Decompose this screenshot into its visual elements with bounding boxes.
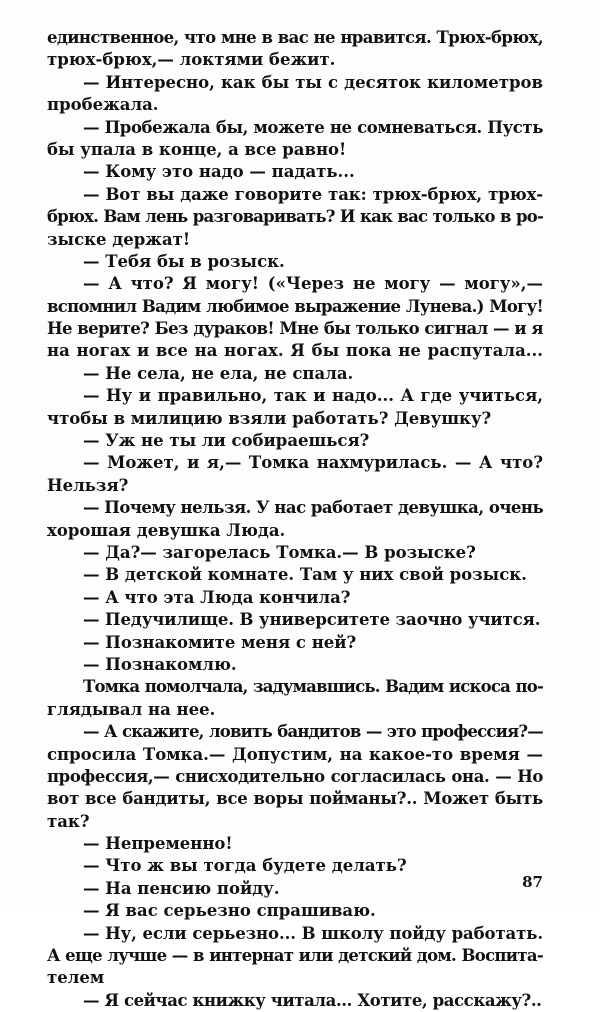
body-text: [47, 27, 543, 1012]
text-line: брюх. Вам лень разговаривать? И как вас только в ро-: [47, 207, 543, 227]
text-line: — А что эта Люда кончила?: [83, 587, 351, 607]
text-line: глядывал на нее.: [47, 699, 216, 719]
text-line: бы упала в конце, а все равно!: [47, 139, 347, 159]
text-line: трюх-брюх,— локтями бежит.: [47, 50, 336, 70]
text-line: — Уж не ты ли собираешься?: [83, 431, 370, 451]
text-line: — Интересно, как бы ты с десяток километров: [83, 72, 543, 92]
text-line: так?: [47, 811, 90, 831]
text-line: — А что? Я могу! («Через не могу — могу»,—: [83, 274, 543, 294]
text-line: — Да?— загорелась Томка.— В розыске?: [83, 542, 476, 562]
text-line: спросила Томка.— Допустим, на какое-то время —: [47, 744, 543, 764]
text-line: телем: [47, 968, 105, 988]
text-line: единственное, что мне в вас не нравится. Трюх-брюх,: [47, 28, 543, 47]
text-line: — Тебя бы в розыск.: [83, 251, 285, 271]
text-line: на ногах и все на ногах. Я бы пока не распутала...: [47, 341, 543, 361]
text-line: — Пробежала бы, можете не сомневаться. Пусть: [83, 117, 543, 137]
text-line: — Непременно!: [83, 834, 233, 854]
text-line: — Вот вы даже говорите так: трюх-брюх, трюх-: [83, 184, 543, 204]
text-line: профессия,— снисходительно согласилась она. — Но: [47, 766, 543, 786]
text-line: — Ну и правильно, так и надо... А где учиться,: [83, 386, 543, 406]
text-line: — Я сейчас книжку читала... Хотите, расскажу?..: [83, 990, 542, 1010]
text-line: — Познакомлю.: [83, 654, 237, 674]
text-line: вот все бандиты, все воры пойманы?.. Может быть: [47, 789, 543, 809]
text-line: — Почему нельзя. У нас работает девушка, очень: [83, 498, 543, 518]
text-line: чтобы в милицию взяли работать? Девушку?: [47, 408, 492, 428]
text-line: — Ну, если серьезно... В школу пойду работать.: [83, 923, 543, 943]
text-line: Нельзя?: [47, 475, 129, 495]
text-line: — Познакомите меня с ней?: [83, 632, 357, 652]
text-line: — Педучилище. В университете заочно учится.: [83, 610, 541, 630]
text-line: — Не села, не ела, не спала.: [83, 363, 354, 383]
text-line: Томка помолчала, задумавшись. Вадим искоса по-: [83, 677, 543, 697]
text-line: А еще лучше — в интернат или детский дом. Воспита-: [47, 946, 543, 966]
page-number: 87: [522, 873, 543, 891]
text-line: — Я вас серьезно спрашиваю.: [83, 901, 376, 921]
text-line: пробежала.: [47, 95, 159, 115]
text-line: — Что ж вы тогда будете делать?: [83, 856, 407, 876]
text-line: — А скажите, ловить бандитов — это профессия?—: [83, 722, 543, 742]
text-line: вспомнил Вадим любимое выражение Лунева.) Могу!: [47, 296, 543, 316]
text-line: — На пенсию пойду.: [83, 878, 280, 898]
text-line: хорошая девушка Люда.: [47, 520, 286, 540]
text-line: — Может, и я,— Томка нахмурилась. — А что?: [83, 453, 543, 473]
text-line: — В детской комнате. Там у них свой розыск.: [83, 565, 527, 585]
text-line: — Кому это надо — падать...: [83, 162, 355, 182]
text-line: зыске держат!: [47, 229, 191, 249]
text-line: Не верите? Без дураков! Мне бы только сигнал — и я: [47, 319, 543, 339]
